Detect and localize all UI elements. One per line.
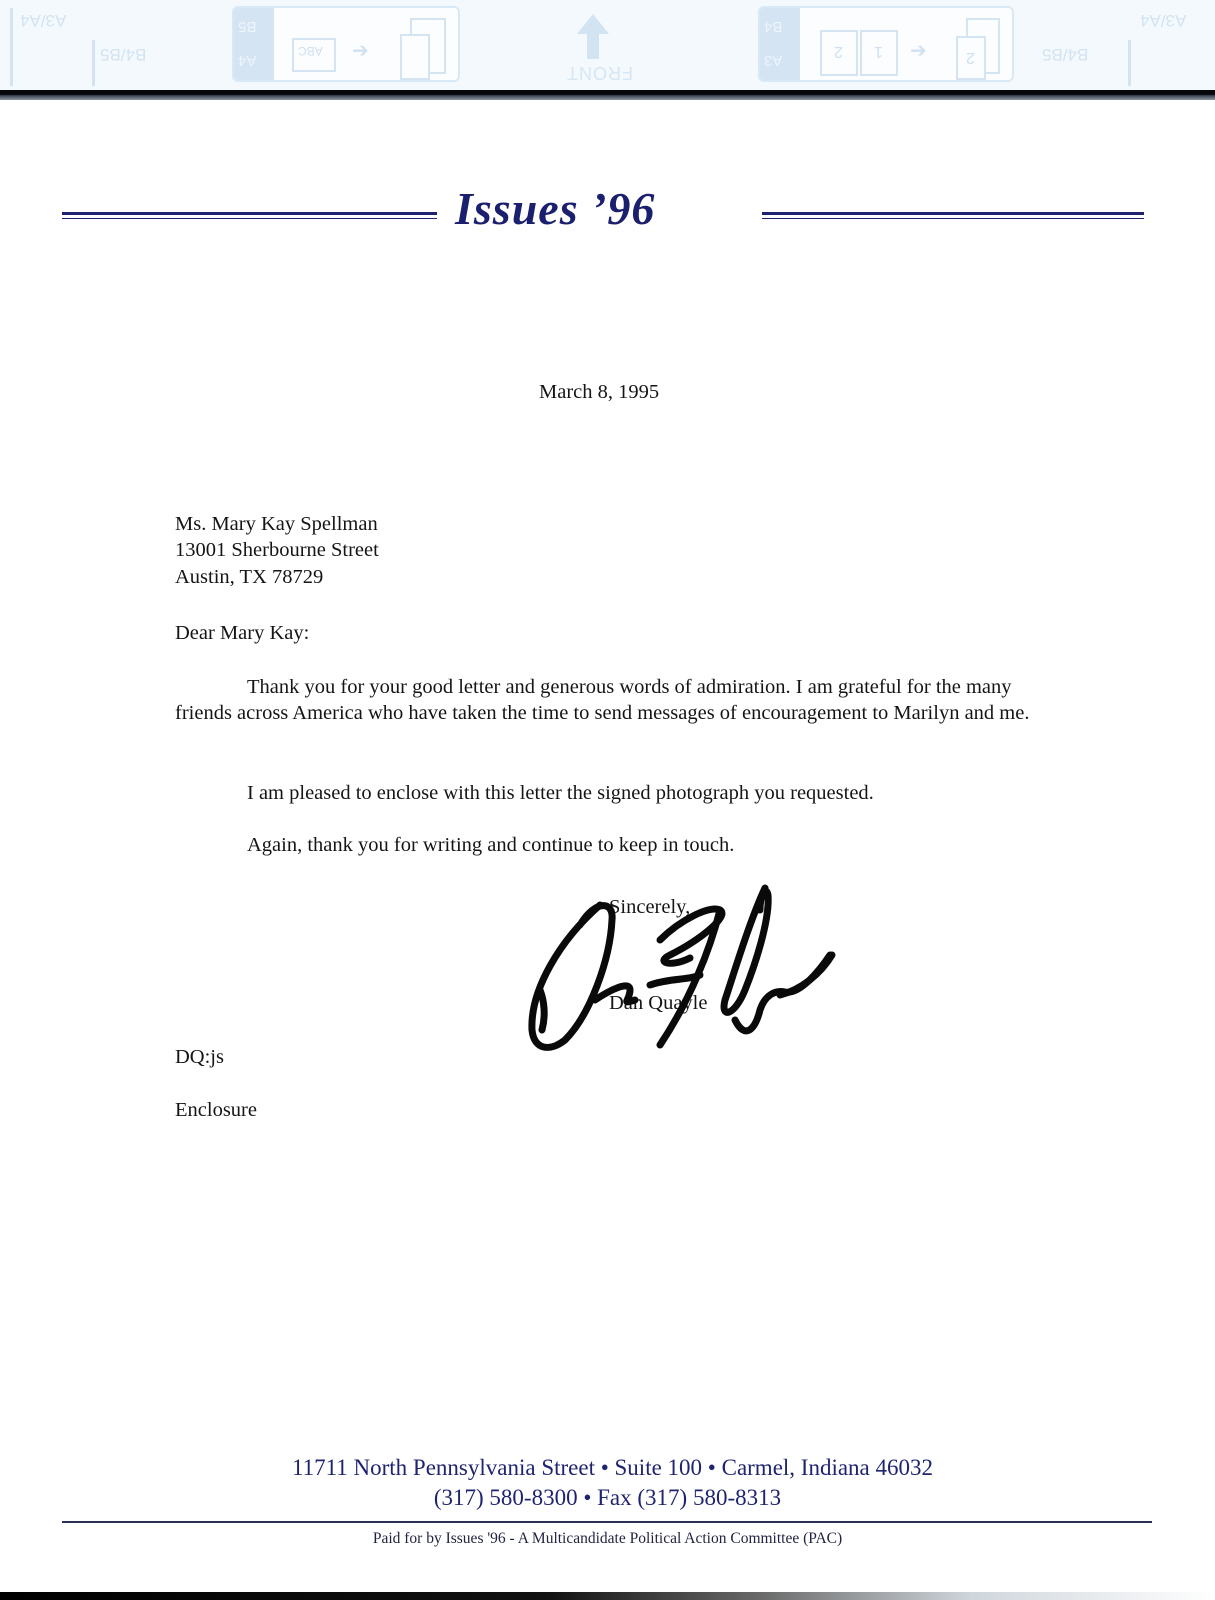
scanner-guide-strip <box>0 0 1215 92</box>
source-page-icon <box>820 30 858 76</box>
enclosure-notation: Enclosure <box>175 1099 257 1121</box>
closing: Sincerely, <box>609 896 691 918</box>
footer-disclaimer: Paid for by Issues '96 - A Multicandidate Political Action Committee (PAC) <box>372 1530 843 1547</box>
recipient-city-state-zip: Austin, TX 78729 <box>175 566 324 588</box>
recipient-street: 13001 Sherbourne Street <box>175 539 379 561</box>
body-paragraph-text: I am pleased to enclose with this letter the signed photograph you requested. <box>247 782 874 804</box>
result-page-icon <box>400 34 430 80</box>
letterhead-rule-right <box>762 212 1144 219</box>
paper-size-label: B4 <box>764 18 783 35</box>
arrow-up-stem <box>587 33 599 59</box>
footer-phone: (317) 580-8300 • Fax (317) 580-8313 <box>433 1485 782 1510</box>
salutation: Dear Mary Kay: <box>175 622 310 644</box>
page-number: 2 <box>966 49 975 66</box>
signer-name: Dan Quayle <box>609 992 708 1014</box>
scanner-label: A3/A4 <box>1140 11 1187 30</box>
footer-rule <box>62 1521 1152 1523</box>
scanner-label: B4/B5 <box>1042 45 1089 64</box>
paper-size-tab <box>760 8 800 80</box>
page-number: 1 <box>874 43 883 60</box>
body-paragraph-text: Again, thank you for writing and continue to keep in touch. <box>247 834 735 856</box>
scanner-guide-box-left <box>232 6 460 82</box>
source-page-icon <box>292 38 336 72</box>
paper-size-tab <box>234 8 274 80</box>
result-page-icon <box>956 36 986 80</box>
body-paragraph <box>175 832 1035 858</box>
page-number: 2 <box>834 43 843 60</box>
arrow-right-icon: ➔ <box>910 38 927 62</box>
body-paragraph <box>175 780 1035 806</box>
reference-initials: DQ:js <box>175 1046 224 1068</box>
arrow-right-icon: ➔ <box>352 38 369 62</box>
body-paragraph <box>175 674 1035 726</box>
letterhead-title: Issues ’96 <box>455 183 656 234</box>
letterhead-rule-left <box>62 212 437 219</box>
scanner-guide-bar <box>10 8 13 86</box>
body-paragraph-text: Thank you for your good letter and generous words of admiration. I am grateful for the many friends across America who have taken the time to send messages of encouragement to Marilyn and me. <box>175 676 1030 724</box>
scanner-label: A3/A4 <box>20 11 67 30</box>
scan-edge-bottom <box>0 1592 1215 1600</box>
scanner-guide-bar <box>1128 40 1131 86</box>
recipient-name: Ms. Mary Kay Spellman <box>175 513 378 535</box>
front-label: FRONT <box>566 63 633 83</box>
letter-date: March 8, 1995 <box>539 381 660 403</box>
source-page-icon <box>860 30 898 76</box>
arrow-up-icon <box>577 14 609 34</box>
paper-size-label: B5 <box>238 18 257 35</box>
scan-edge-top <box>0 90 1215 100</box>
paper-size-label: A3 <box>764 52 783 69</box>
footer-address: 11711 North Pennsylvania Street • Suite 100 • Carmel, Indiana 46032 <box>291 1455 934 1480</box>
source-page-text: ABC <box>298 44 323 58</box>
scanner-label: B4/B5 <box>100 45 147 64</box>
scanner-guide-box-right <box>758 6 1014 82</box>
scanner-guide-bar <box>92 40 95 86</box>
paper-size-label: A4 <box>238 52 257 69</box>
